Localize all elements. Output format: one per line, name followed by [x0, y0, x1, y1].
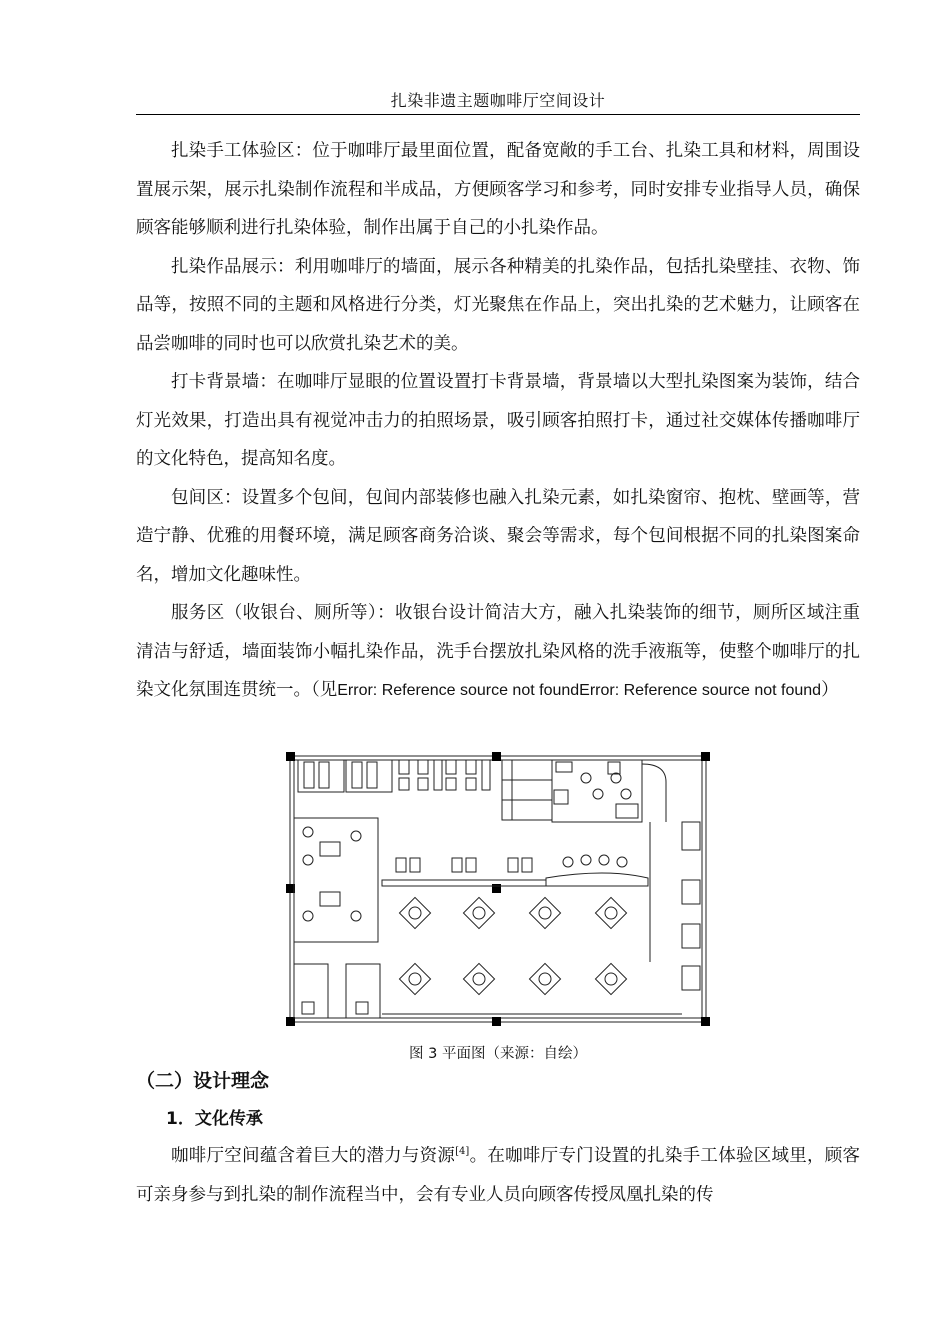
paragraph-service [136, 594, 860, 711]
header-rule [136, 114, 860, 115]
culture-text-b: 。在咖啡厅专门设置的扎染手工体验区域里，顾客可亲身参与到扎染的制作流程当中，会有专业人员向顾客传授凤凰扎染的传 [136, 1146, 861, 1205]
body-text-continued [136, 1137, 860, 1214]
paragraph-photo-wall: 打卡背景墙：在咖啡厅显眼的位置设置打卡背景墙，背景墙以大型扎染图案为装饰，结合灯光效果，打造出具有视觉冲击力的拍照场景，吸引顾客拍照打卡，通过社交媒体传播咖啡厅的文化特色，提高知名度。 [136, 372, 860, 469]
reference-error: Error: Reference source not foundError: Reference source not found [337, 682, 822, 699]
paragraph-private-room: 包间区：设置多个包间，包间内部装修也融入扎染元素，如扎染窗帘、抱枕、壁画等，营造宁静、优雅的用餐环境，满足顾客商务洽谈、聚会等需求，每个包间根据不同的扎染图案命名，增加文化趣味性。 [136, 487, 860, 585]
service-text: 服务区（收银台、厕所等）：收银台设计简洁大方，融入扎染装饰的细节，厕所区域注重清洁与舒适，墙面装饰小幅扎染作品，洗手台摆放扎染风格的洗手液瓶等，使整个咖啡厅的扎染文化氛围连贯统一。（见 [136, 603, 860, 700]
figure-caption: 图 3 平面图（来源：自绘） [409, 1046, 587, 1062]
running-header: 扎染非遗主题咖啡厅空间设计 [390, 91, 606, 110]
body-text [136, 132, 860, 711]
paragraph-culture [136, 1137, 860, 1214]
paragraph-workshop: 扎染手工体验区：位于咖啡厅最里面位置，配备宽敞的手工台、扎染工具和材料，周围设置展示架，展示扎染制作流程和半成品，方便顾客学习和参考，同时安排专业指导人员，确保顾客能够顺利进行扎染体验，制作出属于自己的小扎染作品。 [136, 141, 860, 238]
service-closing: ） [821, 680, 839, 700]
subsection-heading: 1．文化传承 [166, 1109, 263, 1129]
floor-plan-figure [286, 752, 710, 1026]
paragraph-exhibition: 扎染作品展示：利用咖啡厅的墙面，展示各种精美的扎染作品，包括扎染壁挂、衣物、饰品等，按照不同的主题和风格进行分类，灯光聚焦在作品上，突出扎染的艺术魅力，让顾客在品尝咖啡的同时也可以欣赏扎染艺术的美。 [136, 256, 860, 354]
floor-plan-drawing [286, 752, 710, 1026]
section-heading: （二）设计理念 [136, 1070, 270, 1092]
culture-text-a: 咖啡厅空间蕴含着巨大的潜力与资源 [171, 1146, 456, 1166]
citation: [4] [455, 1146, 470, 1158]
